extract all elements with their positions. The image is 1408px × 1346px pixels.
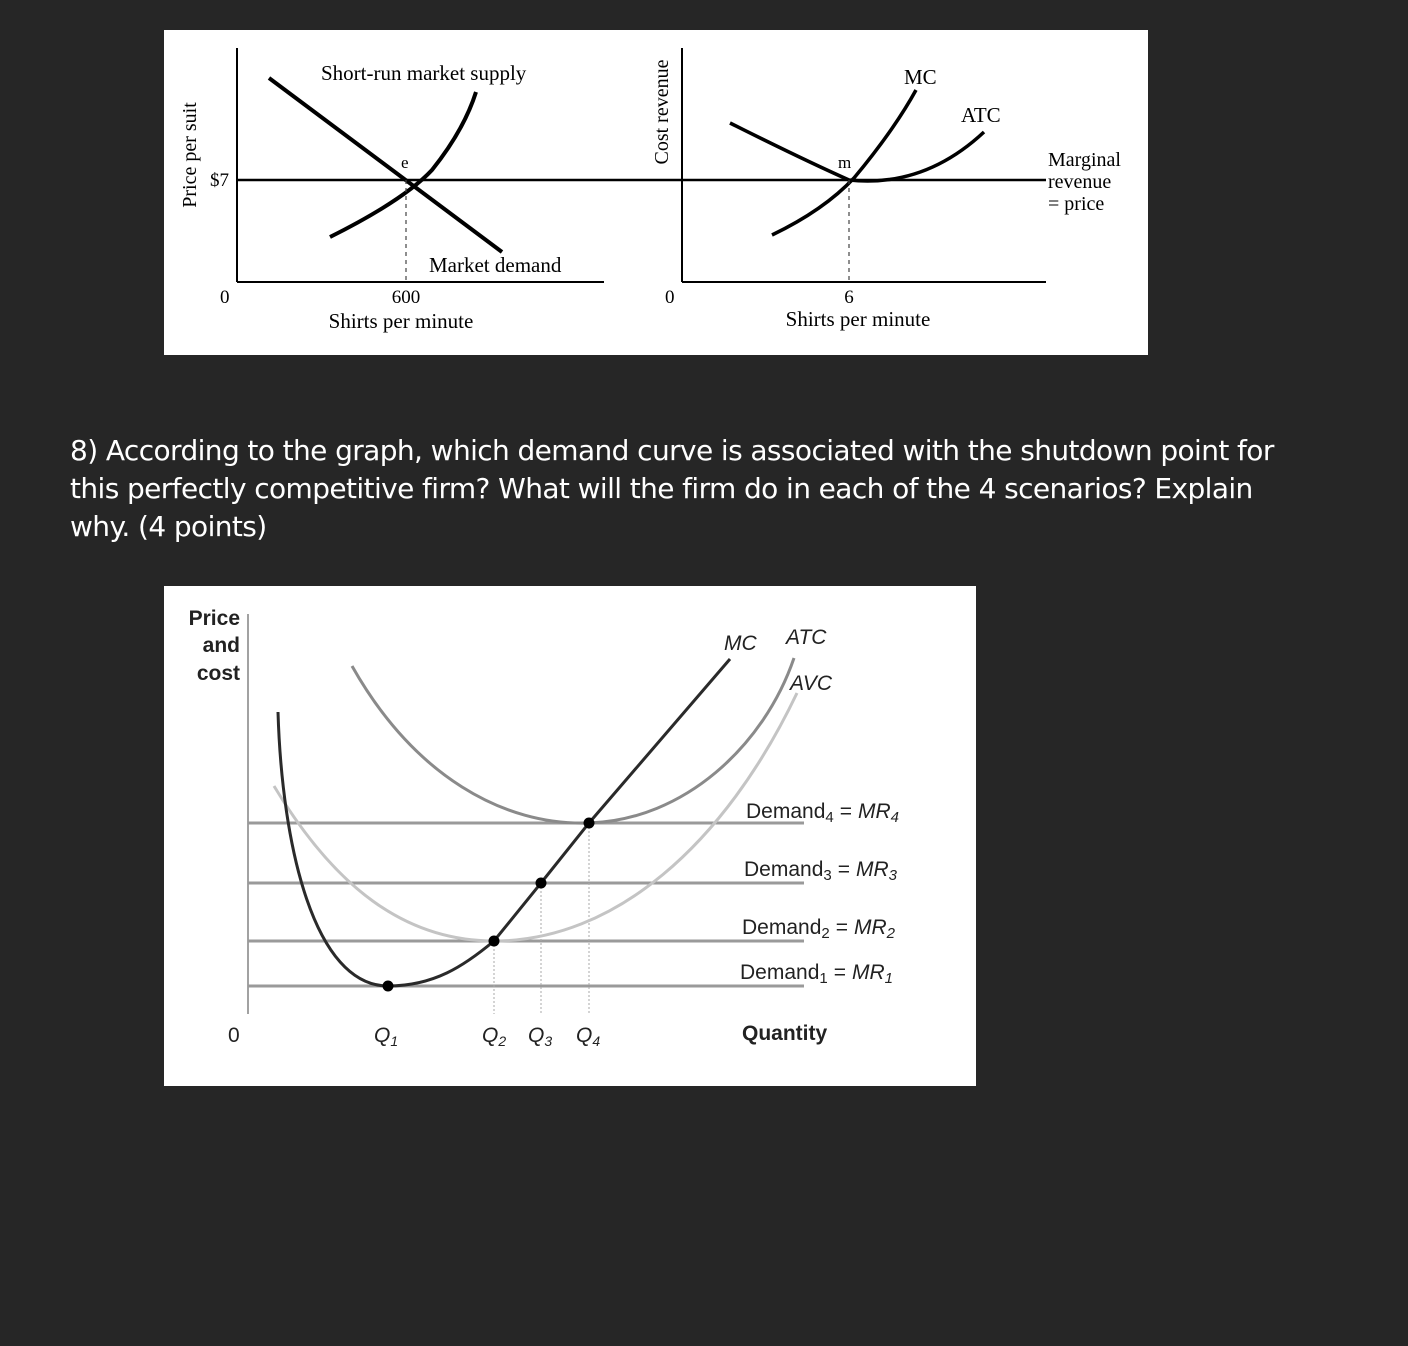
point-q3 — [536, 878, 547, 889]
point-q2 — [489, 936, 500, 947]
y-axis-label-line-3: cost — [196, 662, 240, 685]
market-and-firm-figure — [164, 30, 1148, 355]
q4-label: Q4 — [576, 1024, 601, 1049]
atc-curve — [352, 658, 794, 823]
demand-label-1: Demand1 = MR1 — [740, 961, 894, 987]
y-axis-label-line-1: Price — [188, 607, 240, 630]
market-and-firm-svg — [164, 30, 1148, 355]
q1-label: Q1 — [374, 1024, 399, 1049]
left-x-axis-label: Shirts per minute — [328, 309, 474, 333]
y-axis-label-line-2: and — [202, 634, 240, 657]
q3-label: Q3 — [528, 1024, 553, 1049]
atc-curve-label: ATC — [786, 626, 827, 649]
x-axis-label: Quantity — [742, 1022, 828, 1045]
mr-label-line-1: Marginal — [1048, 149, 1121, 171]
shutdown-point-figure — [164, 586, 976, 1086]
mc-curve-label: MC — [724, 632, 757, 655]
point-q4 — [584, 818, 595, 829]
price-label: $7 — [210, 170, 229, 191]
left-quantity-label: 600 — [391, 287, 421, 308]
shutdown-point-svg — [164, 586, 976, 1086]
demand-label-4: Demand4 = MR4 — [746, 800, 900, 826]
atc-label: ATC — [961, 103, 1001, 127]
right-origin-label: 0 — [665, 287, 675, 308]
mc-label: MC — [904, 65, 937, 89]
origin-label: 0 — [228, 1024, 240, 1047]
q2-label: Q2 — [482, 1024, 507, 1049]
question-text: 8) According to the graph, which demand curve is associated with the shutdown point for this perfectly competitive firm? What will the firm do in each of the 4 scenarios? Explain why. (4 points) — [70, 434, 1274, 543]
left-y-axis-label: Price per suit — [179, 102, 201, 208]
right-quantity-label: 6 — [844, 287, 854, 308]
right-y-axis-label: Cost revenue — [651, 59, 673, 165]
minimum-point-label: m — [838, 153, 852, 172]
point-q1 — [383, 981, 394, 992]
right-x-axis-label: Shirts per minute — [785, 307, 931, 331]
demand-label: Market demand — [429, 253, 562, 277]
equilibrium-point-label: e — [401, 153, 409, 172]
demand-label-2: Demand2 = MR2 — [742, 916, 896, 942]
mr-label-line-3: = price — [1048, 193, 1105, 215]
avc-curve-label: AVC — [790, 672, 833, 695]
supply-label: Short-run market supply — [321, 61, 527, 85]
demand-label-3: Demand3 = MR3 — [744, 858, 898, 884]
market-demand-curve — [269, 78, 502, 252]
mr-label-line-2: revenue — [1048, 171, 1112, 193]
left-origin-label: 0 — [220, 287, 230, 308]
